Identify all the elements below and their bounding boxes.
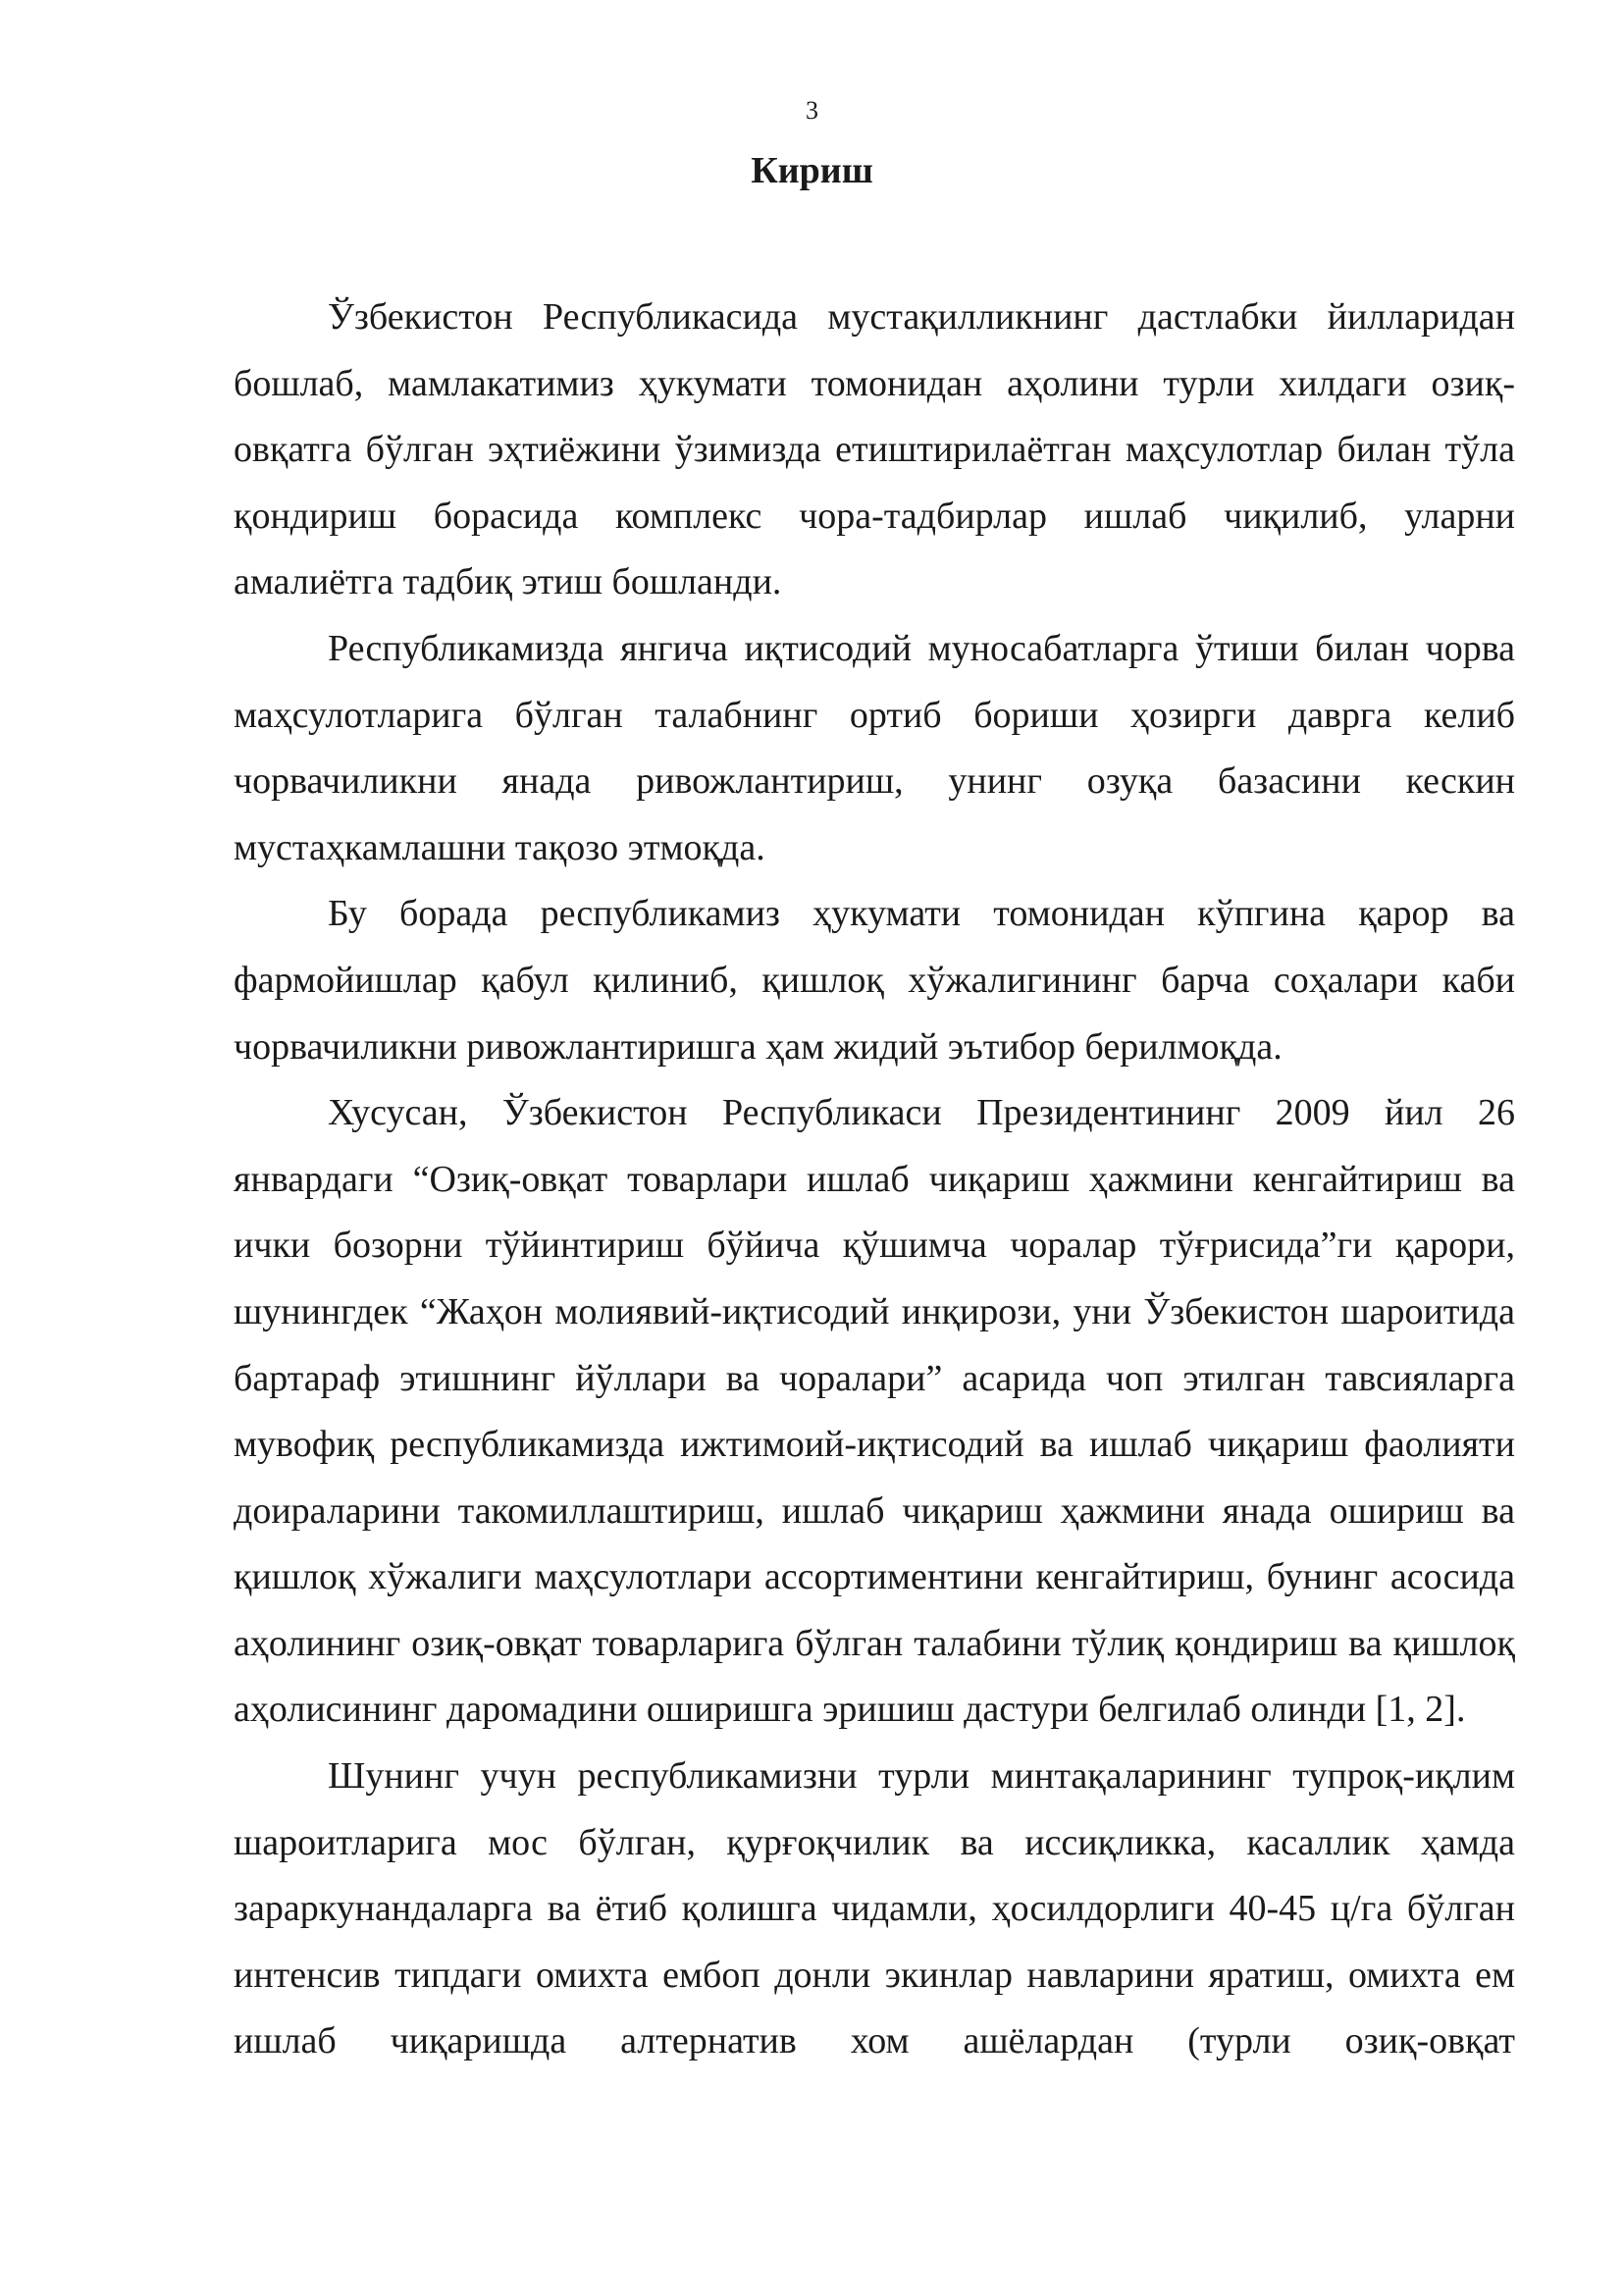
document-body <box>234 285 1515 2075</box>
paragraph-1: Ўзбекистон Республикасида мустақилликнинг дастлабки йилларидан бошлаб, мамлакатимиз ҳукумати томонидан аҳолини турли хилдаги озиқ-овқатга бўлган эҳтиёжини ўзимизда етиштирилаётган маҳсулотлар билан тўла қондириш борасида комплекс чора-тадбирлар ишлаб чиқилиб, уларни амалиётга тадбиқ этиш бошланди. <box>234 296 1515 603</box>
page-title: Кириш <box>751 150 873 191</box>
paragraph-5: Шунинг учун республикамизни турли минтақаларининг тупроқ-иқлим шароитларига мос бўлган, қурғоқчилик ва иссиқликка, касаллик ҳамда зараркунандаларга ва ётиб қолишга чидамли, ҳосилдорлиги 40-45 ц/га бўлган интенсив типдаги омихта ембоп донли экинлар навларини яратиш, омихта ем ишлаб чиқаришда алтернатив хом ашёлардан (турли озиқ-овқат <box>234 1755 1515 2062</box>
paragraph-3: Бу борада республикамиз ҳукумати томонидан кўпгина қарор ва фармойишлар қабул қилиниб, қишлоқ хўжалигининг барча соҳалари каби чорвачиликни ривожлантиришга ҳам жидий эътибор берилмоқда. <box>234 893 1515 1068</box>
page-number: 3 <box>806 96 818 125</box>
paragraph-2: Республикамизда янгича иқтисодий муносабатларга ўтиши билан чорва маҳсулотларига бўлган талабнинг ортиб бориши ҳозирги даврга келиб чорвачиликни янада ривожлантириш, унинг озуқа базасини кескин мустаҳкамлашни тақозо этмоқда. <box>234 627 1515 868</box>
paragraph-4: Хусусан, Ўзбекистон Республикаси Президентининг 2009 йил 26 январдаги “Озиқ-овқат товарлари ишлаб чиқариш ҳажмини кенгайтириш ва ички бозорни тўйинтириш бўйича қўшимча чоралар тўғрисида”ги қарори, шунингдек “Жаҳон молиявий-иқтисодий инқирози, уни Ўзбекистон шароитида бартараф этишнинг йўллари ва чоралари” асарида чоп этилган тавсияларга мувофиқ республикамизда ижтимоий-иқтисодий ва ишлаб чиқариш фаолияти доираларини такомиллаштириш, ишлаб чиқариш ҳажмини янада ошириш ва қишлоқ хўжалиги маҳсулотлари ассортиментини кенгайтириш, бунинг асосида аҳолининг озиқ-овқат товарларига бўлган талабини тўлиқ қондириш ва қишлоқ аҳолисининг даромадини оширишга эришиш дастури белгилаб олинди [1, 2]. <box>234 1092 1515 1731</box>
